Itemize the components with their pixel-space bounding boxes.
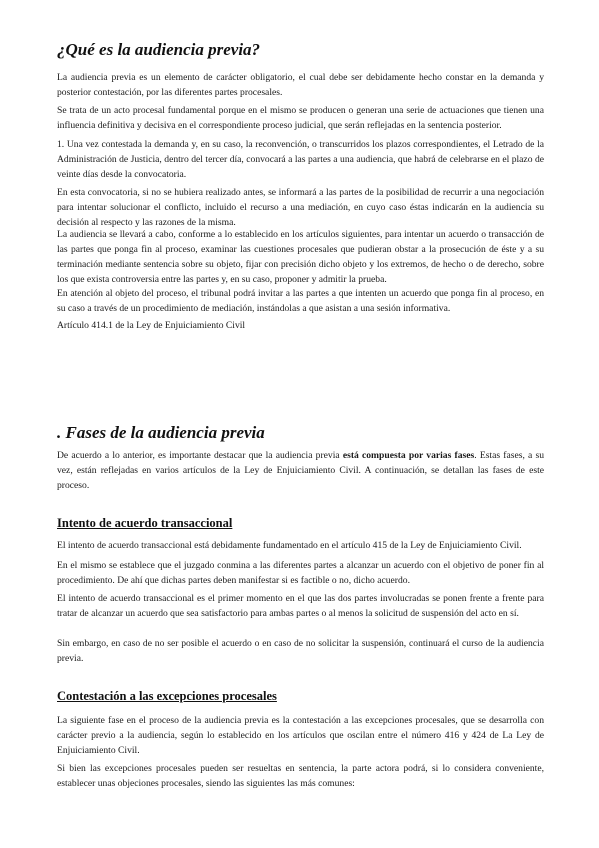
paragraph: Si bien las excepciones procesales pueden ser resueltas en sentencia, la parte actora podrá, si lo considera conveniente, establecer unas objeciones procesales, siendo las siguientes las más comunes: <box>57 763 544 789</box>
section-title-que-es: ¿Qué es la audiencia previa? <box>57 40 261 59</box>
intro-text: De acuerdo a lo anterior, es importante destacar que la audiencia previa <box>57 450 343 461</box>
paragraph-intro <box>57 448 544 493</box>
section-title-fases: . Fases de la audiencia previa <box>57 423 265 442</box>
paragraph: El intento de acuerdo transaccional es el primer momento en el que las dos partes involucradas se ponen frente a frente para tratar de alcanzar un acuerdo que sea satisfactorio para ambas partes o al menos la solicitud de suspensión del acto en sí. <box>57 593 544 619</box>
paragraph: La audiencia se llevará a cabo, conforme a lo establecido en los artículos siguientes, para intentar un acuerdo o transacción de las partes que ponga fin al proceso, examinar las cuestiones procesales que pudieran obstar a la prosecución de éste y a su terminación mediante sentencia sobre su objeto, fijar con precisión dicho objeto y los extremos, de hecho o de derecho, sobre los que exista controversia entre las partes y, en su caso, proponer y admitir la prueba. <box>57 229 544 285</box>
paragraph: La siguiente fase en el proceso de la audiencia previa es la contestación a las excepciones procesales, que se desarrolla con carácter previo a la audiencia, según lo establecido en los artículos que oscilan entre el número 416 y 424 de La Ley de Enjuiciamiento Civil. <box>57 715 544 756</box>
subsection-title-contestacion-excepciones: Contestación a las excepciones procesales <box>57 689 277 703</box>
paragraph: En esta convocatoria, si no se hubiera realizado antes, se informará a las partes de la posibilidad de recurrir a una negociación para intentar solucionar el conflicto, incluido el recurso a una mediación, en cuyo caso éstas indicarán en la audiencia su decisión al respecto y las razones de la misma. <box>57 187 544 228</box>
intro-text-after: . Estas fases, a su vez, están reflejadas en varios artículos de la Ley de Enjuiciamiento Civil. A continuación, se detallan las fases de este proceso. <box>57 450 545 491</box>
paragraph: La audiencia previa es un elemento de carácter obligatorio, el cual debe ser debidamente hecho constar en la demanda y posterior contestación, por las diferentes partes procesales. <box>57 72 544 98</box>
paragraph: El intento de acuerdo transaccional está debidamente fundamentado en el artículo 415 de la Ley de Enjuiciamiento Civil. <box>57 540 522 551</box>
paragraph: En el mismo se establece que el juzgado conmina a las diferentes partes a alcanzar un acuerdo con el objetivo de poner fin al procedimiento. De ahí que dichas partes deben manifestar si es factible o no, dicho acuerdo. <box>57 560 544 586</box>
intro-bold-text: está compuesta por varias fases <box>342 450 475 461</box>
citation: Artículo 414.1 de la Ley de Enjuiciamiento Civil <box>57 320 246 331</box>
paragraph: En atención al objeto del proceso, el tribunal podrá invitar a las partes a que intenten un acuerdo que ponga fin al proceso, en su caso a través de un procedimiento de mediación, instándolas a que asistan a una sesión informativa. <box>57 288 544 314</box>
paragraph: Sin embargo, en caso de no ser posible el acuerdo o en caso de no solicitar la suspensión, continuará el curso de la audiencia previa. <box>57 638 544 664</box>
subsection-title-intento-acuerdo: Intento de acuerdo transaccional <box>57 516 233 530</box>
paragraph: Se trata de un acto procesal fundamental porque en el mismo se producen o generan una serie de actuaciones que tienen una influencia definitiva y decisiva en el correspondiente proceso judicial, que serán reflejadas en la sentencia posterior. <box>57 105 544 131</box>
paragraph: 1. Una vez contestada la demanda y, en su caso, la reconvención, o transcurridos los plazos correspondientes, el Letrado de la Administración de Justicia, dentro del tercer día, convocará a las partes a una audiencia, que habrá de celebrarse en el plazo de veinte días desde la convocatoria. <box>57 139 544 180</box>
